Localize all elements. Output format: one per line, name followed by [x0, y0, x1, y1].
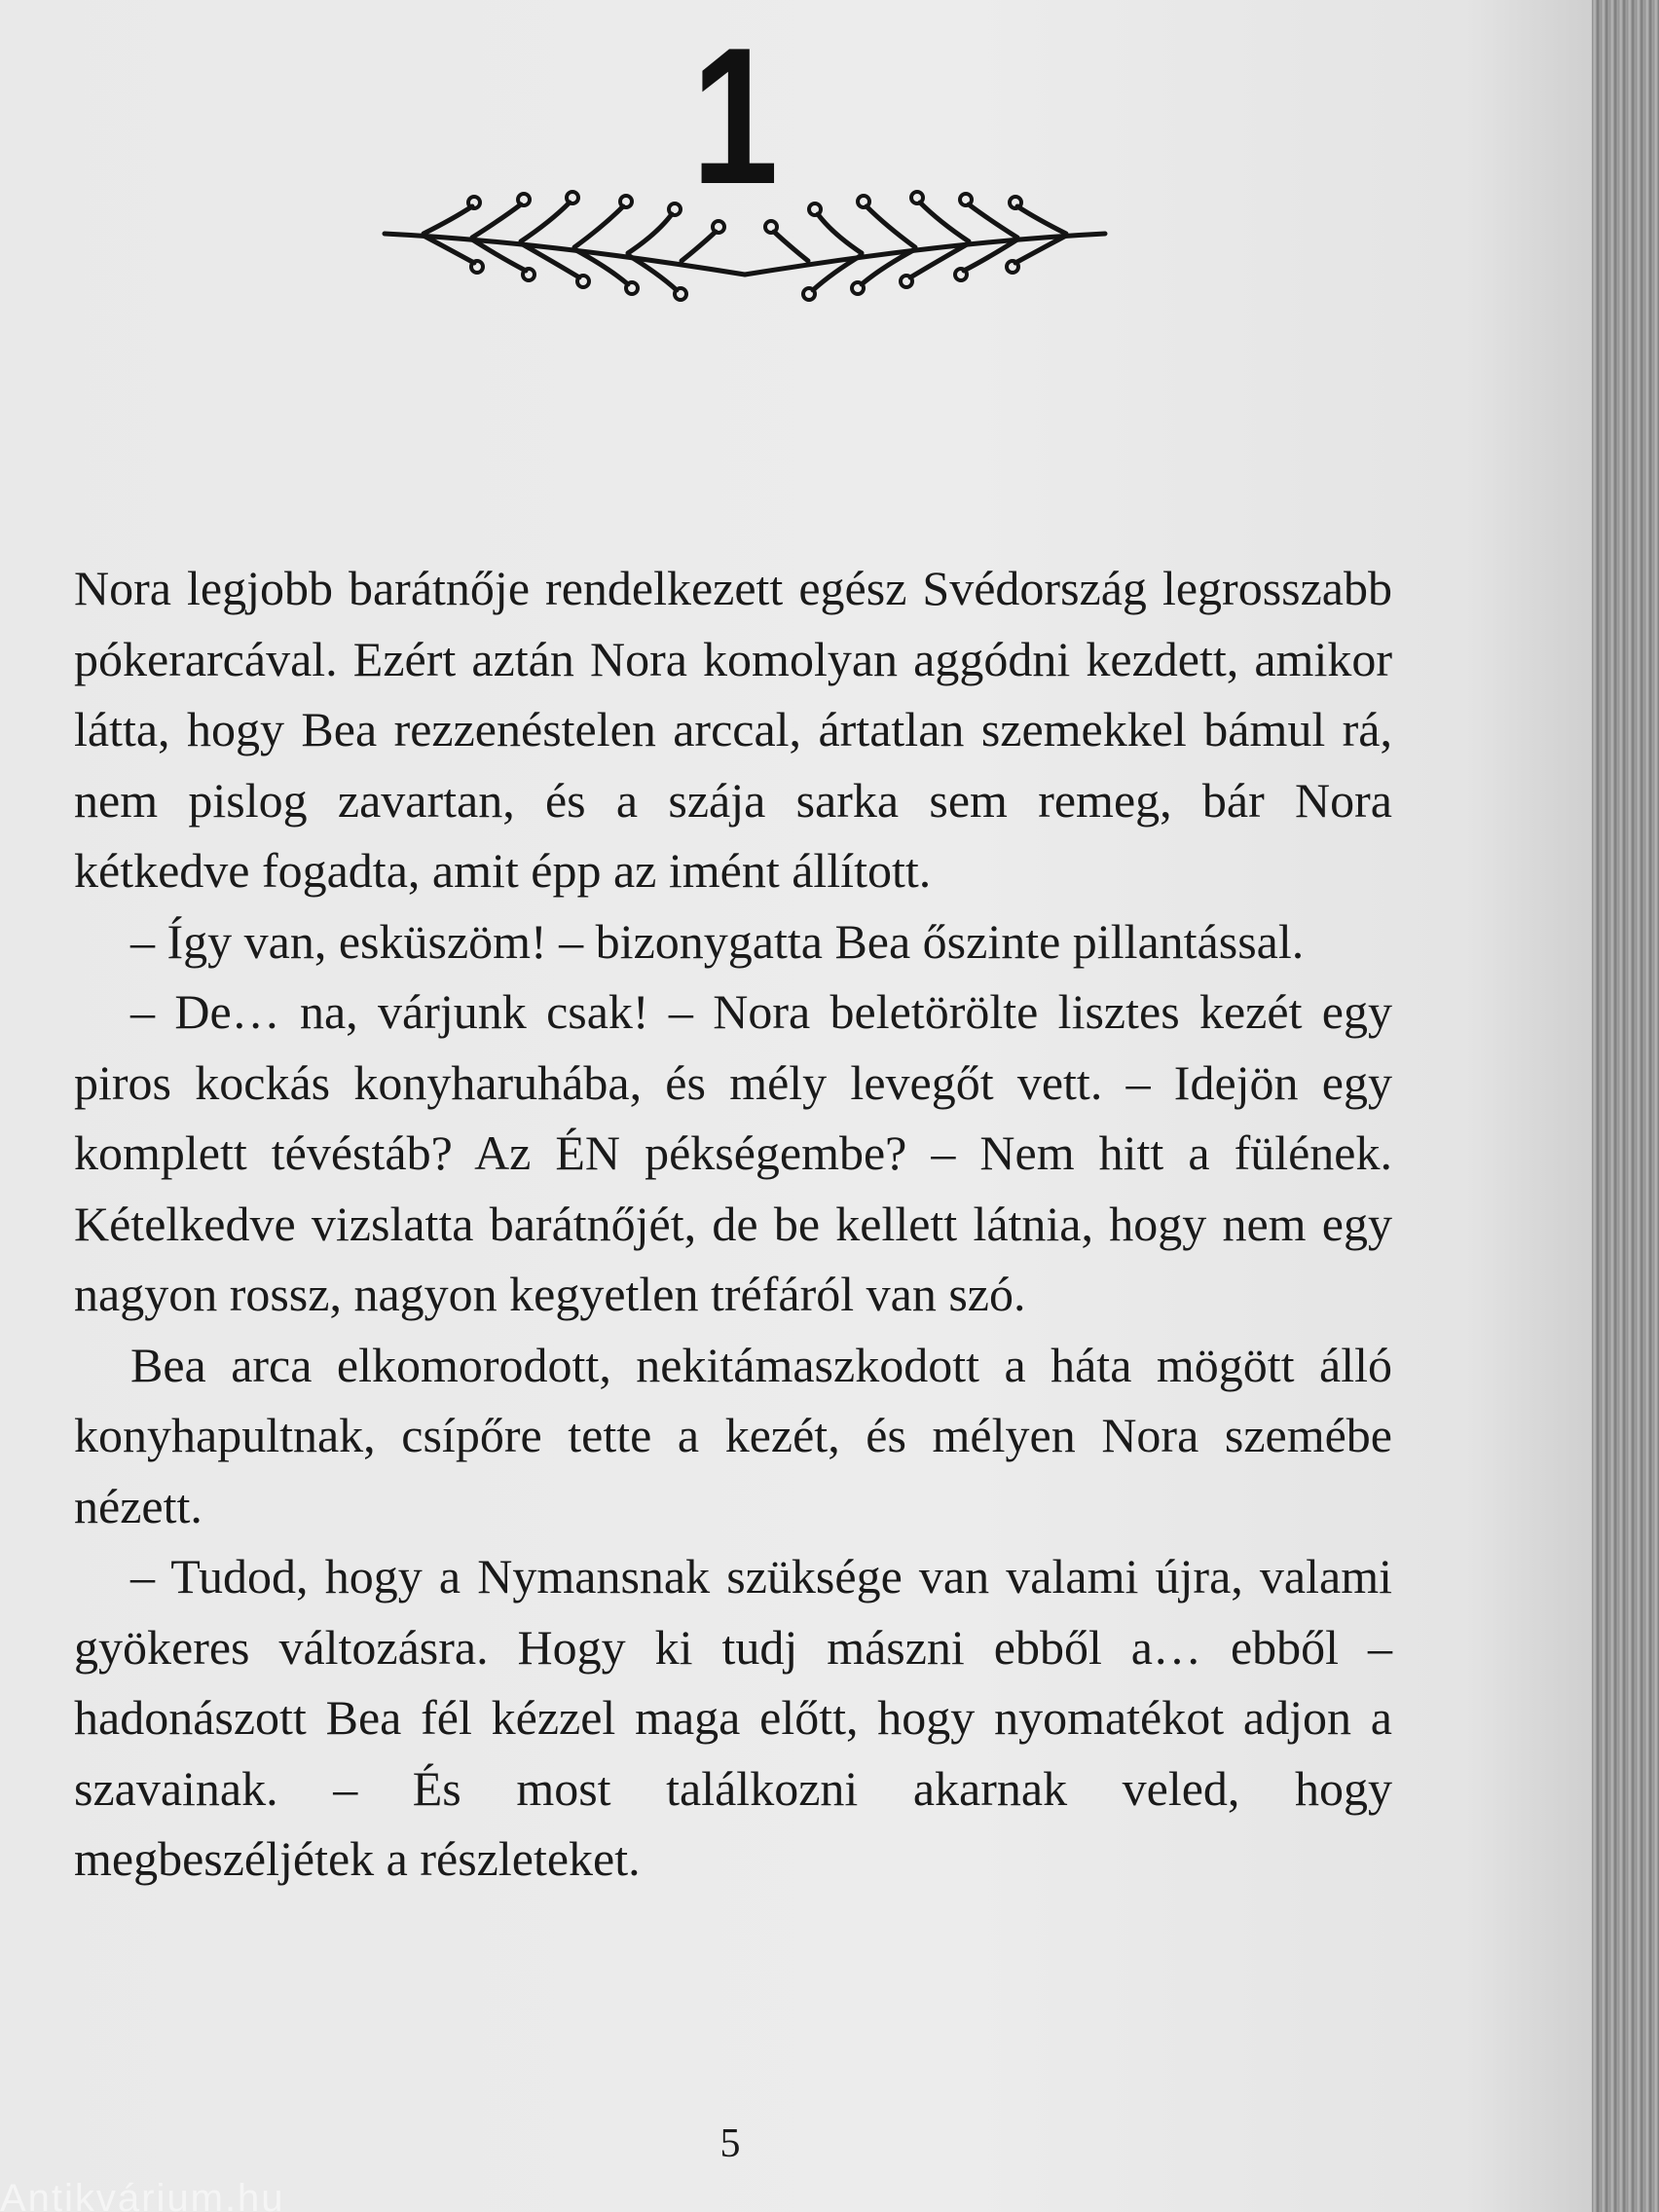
- chapter-number: 1: [691, 8, 779, 225]
- paragraph: – Így van, esküszöm! – bizonygatta Bea őszinte pillantással.: [130, 913, 1305, 969]
- paragraph: – De… na, várjunk csak! – Nora beletörölte lisztes kezét egy piros kockás konyharuhába, és mély levegőt vett. – Idejön egy komplett tévéstáb? Az ÉN pékségembe? – Nem hitt a fülének. Kételkedve vizslatta barátnőjét, de be kellett látnia, hogy nem egy nagyon rossz, nagyon kegyetlen tréfáról van szó.: [74, 984, 1392, 1321]
- paragraph: – Tudod, hogy a Nymansnak szüksége van valami újra, valami gyökeres változásra. Hogy ki tudj mászni ebből a… ebből – hadonászott Bea fél kézzel maga előtt, hogy nyomatékot adjon a szavainak. – És most találkozni akarnak veled, hogy megbeszéljétek a részleteket.: [74, 1549, 1392, 1886]
- chapter-body: [74, 553, 1392, 1895]
- watermark: Antikvárium.hu: [0, 2177, 285, 2212]
- laurel-ornament-icon: [365, 166, 1124, 312]
- page-number: 5: [719, 2121, 741, 2166]
- paragraph: Nora legjobb barátnője rendelkezett egész Svédország legrosszabb pókerarcával. Ezért aztán Nora komolyan aggódni kezdett, amikor látta, hogy Bea rezzenéstelen arccal, ártatlan szemekkel bámul rá, nem pislog zavartan, és a szája sarka sem remeg, bár Nora kétkedve fogadta, amit épp az imént állított.: [74, 561, 1392, 898]
- book-page-edge: [1592, 0, 1659, 2212]
- paragraph: Bea arca elkomorodott, nekitámaszkodott a háta mögött álló konyhapultnak, csípőre tette a kezét, és mélyen Nora szemébe nézett.: [74, 1337, 1392, 1533]
